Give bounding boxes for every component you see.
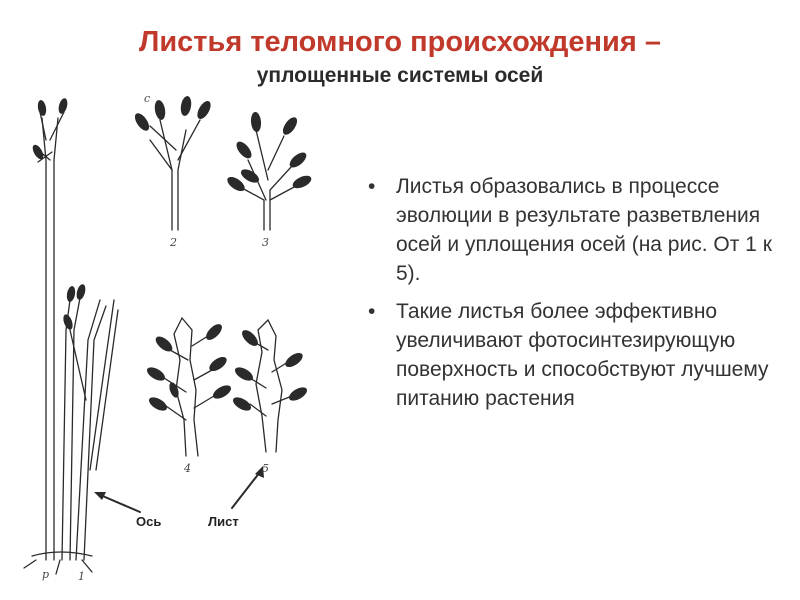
bullet-dot-icon: • <box>368 300 376 323</box>
slide-subtitle: уплощенные системы осей <box>256 64 544 87</box>
figure-1-sporangia <box>31 97 87 331</box>
figure-1-axis-plant <box>24 112 118 574</box>
letter-p: p <box>42 568 50 581</box>
figure-5-sporangia <box>231 327 309 413</box>
figure-3-sporangia <box>225 112 313 194</box>
bullet-item <box>356 297 776 413</box>
leaf-label: Лист <box>208 514 239 529</box>
figure-number-1: 1 <box>78 570 85 583</box>
figure-number-5: 5 <box>262 462 269 475</box>
bullet-text: Такие листья более эффективно увеличивают фотосинтезирующую поверхность и способствуют лучшему питанию растения <box>396 300 769 410</box>
figure-number-2: 2 <box>170 236 177 249</box>
figure-number-4: 4 <box>184 462 191 475</box>
bullet-list <box>356 172 776 422</box>
figure-2-dichotomous-branches <box>150 120 200 230</box>
slide-title: Листья теломного происхождения – <box>139 26 661 58</box>
axis-arrow <box>94 492 140 512</box>
figure-number-3: 3 <box>262 236 269 249</box>
bullet-text: Листья образовались в процессе эволюции в результате разветвления осей и уплощения осей (на рис. От 1 к 5). <box>396 175 772 285</box>
bullet-item <box>356 172 776 288</box>
bullet-dot-icon: • <box>368 175 376 198</box>
leaf-arrow <box>232 466 264 508</box>
letter-c: c <box>144 92 151 105</box>
axis-label: Ось <box>136 514 162 529</box>
figure-4-sporangia <box>145 321 233 413</box>
